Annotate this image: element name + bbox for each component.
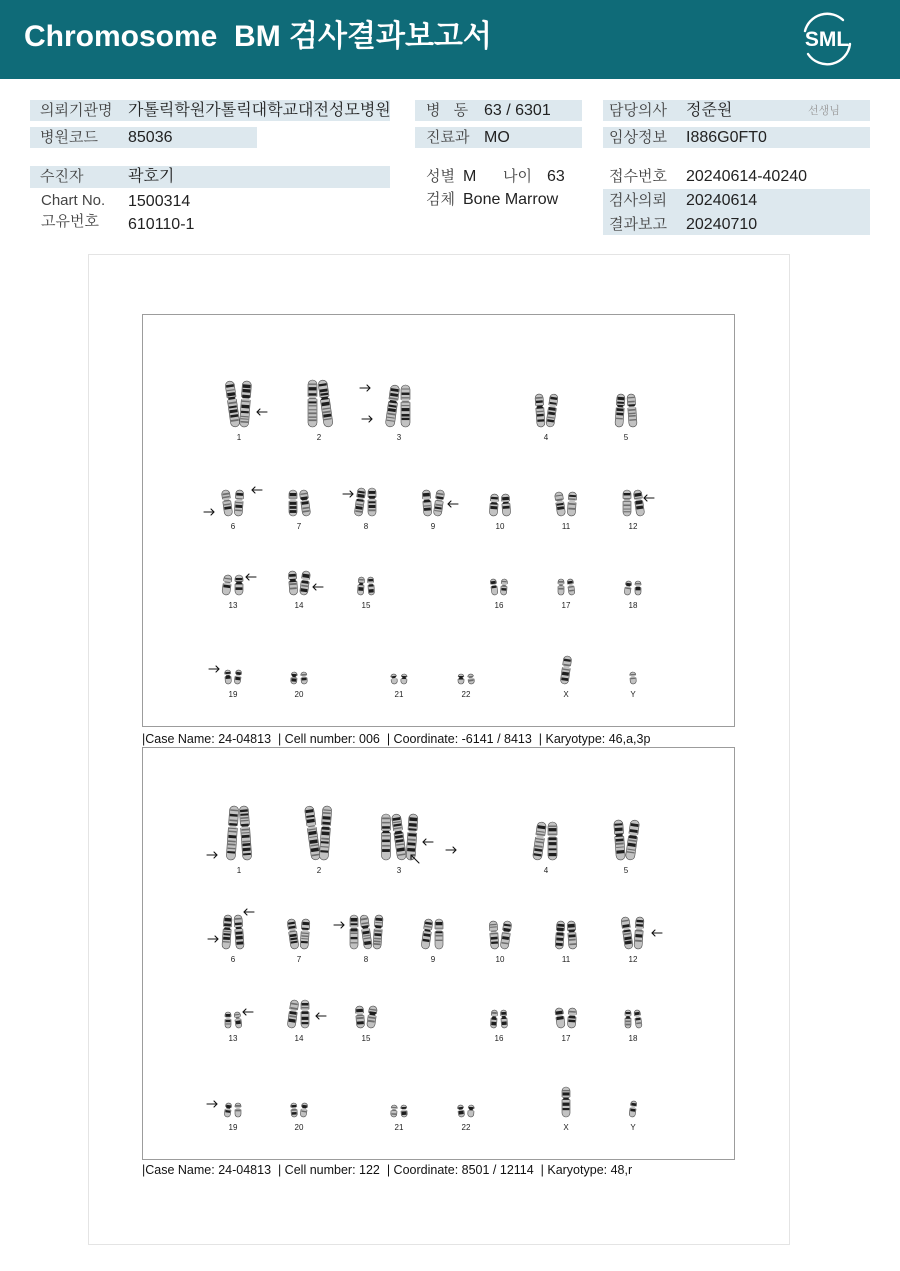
chromosome-19-copy-1 xyxy=(224,670,232,684)
chromosome-20-copy-1 xyxy=(290,672,298,684)
chromosome-14-copy-1 xyxy=(288,571,299,596)
chromosome-label-2: 2 xyxy=(316,433,322,442)
chromosome-17-copy-1 xyxy=(557,579,564,595)
chromosome-4-copy-1 xyxy=(534,394,545,428)
chromosome-Y-copy-1 xyxy=(629,672,637,684)
chromosome-21-copy-2 xyxy=(400,674,408,684)
chromosome-12-copy-2 xyxy=(633,917,644,950)
chromosome-5-copy-2 xyxy=(625,819,641,860)
chromosome-label-8: 8 xyxy=(363,955,369,964)
doctor-suffix: 선생님 xyxy=(808,105,840,117)
chromosome-5-copy-2 xyxy=(626,394,637,428)
patient-value: 곽호기 xyxy=(128,168,175,185)
ward-value: 63 / 6301 xyxy=(484,102,551,119)
chromosome-label-14: 14 xyxy=(294,601,304,610)
clinical-info-label: 임상정보 xyxy=(609,129,667,146)
chromosome-label-7: 7 xyxy=(296,522,302,531)
report-header xyxy=(0,0,900,79)
chromosome-18-copy-2 xyxy=(633,1010,643,1029)
chromosome-label-16: 16 xyxy=(494,1034,504,1043)
chromosome-17-copy-1 xyxy=(554,1007,566,1028)
chromosome-label-18: 18 xyxy=(628,1034,638,1043)
chromosome-label-13: 13 xyxy=(228,601,238,610)
left-arrow-icon xyxy=(316,1013,326,1019)
chromosome-15-copy-1 xyxy=(357,577,365,595)
right-arrow-icon xyxy=(446,847,456,853)
chromosome-label-17: 17 xyxy=(561,1034,571,1043)
sml-logo-text: SML xyxy=(804,28,850,51)
chromosome-16-copy-2 xyxy=(500,1010,508,1028)
doctor-label: 담당의사 xyxy=(609,102,667,119)
chromosome-label-2: 2 xyxy=(316,866,322,875)
chromosome-X-copy-1 xyxy=(561,1087,570,1117)
chromosome-label-22: 22 xyxy=(461,1123,471,1132)
chromosome-11-copy-1 xyxy=(554,491,566,516)
chromosome-label-15: 15 xyxy=(361,1034,371,1043)
chromosome-6-copy-1 xyxy=(221,489,234,516)
chromosome-3-copy-2 xyxy=(391,814,408,861)
chromosome-7-copy-2 xyxy=(299,489,312,516)
right-arrow-icon xyxy=(343,491,353,497)
chromosome-22-copy-1 xyxy=(457,1105,466,1118)
chromosome-label-X: X xyxy=(563,1123,569,1132)
chromosome-label-4: 4 xyxy=(543,866,549,875)
chromosome-1-copy-1 xyxy=(224,381,241,428)
clinical-info-value: I886G0FT0 xyxy=(686,129,767,146)
chromosome-9-copy-2 xyxy=(433,489,446,516)
chromosome-18-copy-2 xyxy=(634,581,641,595)
chromosome-21-copy-2 xyxy=(400,1105,408,1117)
right-arrow-icon xyxy=(208,936,218,942)
chromosome-label-12: 12 xyxy=(628,955,638,964)
chromosome-14-copy-2 xyxy=(300,1000,309,1028)
chromosome-label-16: 16 xyxy=(494,601,504,610)
chromosome-15-copy-2 xyxy=(367,577,375,595)
chromosome-label-1: 1 xyxy=(236,433,242,442)
chromosome-16-copy-1 xyxy=(489,579,498,596)
chromosome-12-copy-2 xyxy=(633,489,646,516)
sml-logo-mark xyxy=(797,11,857,67)
chromosome-label-13: 13 xyxy=(228,1034,238,1043)
chromosome-22-copy-2 xyxy=(467,1105,475,1117)
chromosome-7-copy-1 xyxy=(288,490,297,516)
chromosome-14-copy-2 xyxy=(299,570,311,595)
chromosome-19-copy-2 xyxy=(233,670,242,685)
karyogram-2 xyxy=(142,747,735,1160)
sml-logo xyxy=(797,11,857,67)
chart-no-value: 1500314 xyxy=(128,193,191,210)
chromosome-5-copy-1 xyxy=(613,820,626,861)
chromosome-label-19: 19 xyxy=(228,690,238,699)
chromosome-1-copy-1 xyxy=(226,806,240,861)
chromosome-18-copy-1 xyxy=(623,581,632,596)
chromosome-label-19: 19 xyxy=(228,1123,238,1132)
chromosome-label-3: 3 xyxy=(396,866,402,875)
report-title: Chromosome BM 검사결과보고서 xyxy=(24,20,492,53)
chromosome-20-copy-2 xyxy=(300,672,308,684)
chromosome-19-copy-2 xyxy=(234,1103,241,1117)
age-label: 나이 xyxy=(503,168,532,185)
chromosome-6-copy-2 xyxy=(234,490,245,517)
chromosome-label-15: 15 xyxy=(361,601,371,610)
right-arrow-icon xyxy=(362,416,372,422)
left-arrow-icon xyxy=(243,1009,253,1015)
chromosome-9-copy-1 xyxy=(422,490,433,517)
department-label: 진료과 xyxy=(426,129,470,146)
patient-label: 수진자 xyxy=(40,168,84,185)
chromosome-12-copy-1 xyxy=(620,917,634,950)
right-arrow-icon xyxy=(207,1101,217,1107)
left-arrow-icon xyxy=(246,574,256,580)
institution-value: 가톨릭학원가톨릭대학교대전성모병원 xyxy=(128,102,391,119)
chromosome-label-5: 5 xyxy=(623,433,629,442)
chromosome-14-copy-1 xyxy=(286,999,299,1028)
ward-label: 병 동 xyxy=(426,102,469,119)
left-arrow-icon xyxy=(252,487,262,493)
chromosome-label-11: 11 xyxy=(561,955,571,964)
left-arrow-icon xyxy=(244,909,254,915)
right-arrow-icon xyxy=(360,385,370,391)
chromosome-label-7: 7 xyxy=(296,955,302,964)
karyogram-2-caption: |Case Name: 24-04813 | Cell number: 122 | Coordinate: 8501 / 12114 | Karyotype: 48,r xyxy=(142,1163,633,1177)
chromosome-label-21: 21 xyxy=(394,1123,404,1132)
chromosome-7-copy-1 xyxy=(286,919,299,950)
chromosome-10-copy-2 xyxy=(499,920,512,949)
chromosome-18-copy-1 xyxy=(624,1010,631,1028)
hospital-code-value: 85036 xyxy=(128,129,173,146)
chromosome-X-copy-1 xyxy=(559,655,572,684)
receipt-no-value: 20240614-40240 xyxy=(686,168,808,185)
chromosome-7-copy-2 xyxy=(299,919,310,950)
sex-value: M xyxy=(463,168,477,185)
department-value: MO xyxy=(484,129,510,146)
chromosome-4-copy-1 xyxy=(532,821,547,860)
patient-row xyxy=(30,166,390,188)
unique-no-label: 고유번호 xyxy=(41,213,99,230)
chromosome-8-copy-1 xyxy=(349,915,358,949)
chromosome-21-copy-1 xyxy=(390,1105,398,1117)
right-arrow-icon xyxy=(207,852,217,858)
chromosome-2-copy-1 xyxy=(307,380,317,427)
chromosome-label-3: 3 xyxy=(396,433,402,442)
left-arrow-icon xyxy=(644,495,654,501)
chromosome-label-6: 6 xyxy=(230,955,236,964)
chromosome-label-4: 4 xyxy=(543,433,549,442)
chromosome-22-copy-1 xyxy=(457,674,464,684)
chromosome-20-copy-1 xyxy=(290,1103,298,1117)
chromosome-label-20: 20 xyxy=(294,1123,304,1132)
chromosome-3-copy-3 xyxy=(405,814,418,861)
chromosome-2-copy-2 xyxy=(319,806,333,861)
chromosome-17-copy-2 xyxy=(567,1008,578,1029)
hospital-code-label: 병원코드 xyxy=(40,129,98,146)
chromosome-22-copy-2 xyxy=(467,674,476,685)
unique-no-value: 610110-1 xyxy=(128,216,195,233)
report-date-value: 20240710 xyxy=(686,216,758,233)
chromosome-3-copy-1 xyxy=(381,814,391,860)
chromosome-label-9: 9 xyxy=(430,955,436,964)
left-arrow-icon xyxy=(448,501,458,507)
chromosome-label-9: 9 xyxy=(430,522,436,531)
sex-label: 성별 xyxy=(426,168,455,185)
chromosome-label-6: 6 xyxy=(230,522,236,531)
chromosome-15-copy-1 xyxy=(355,1006,366,1029)
chromosome-9-copy-1 xyxy=(420,919,433,950)
chromosome-20-copy-2 xyxy=(299,1103,308,1118)
chromosome-16-copy-2 xyxy=(500,579,508,595)
chromosome-8-copy-1 xyxy=(353,487,366,516)
chromosome-9-copy-2 xyxy=(434,919,443,949)
chromosome-Y-copy-1 xyxy=(628,1101,637,1118)
chromosome-11-copy-2 xyxy=(567,492,578,517)
chromosome-16-copy-1 xyxy=(490,1010,498,1028)
chromosome-12-copy-1 xyxy=(622,490,631,516)
karyogram-1-image xyxy=(143,315,734,726)
chromosome-label-12: 12 xyxy=(628,522,638,531)
karyogram-1 xyxy=(142,314,735,727)
chromosome-13-copy-1 xyxy=(224,1012,231,1028)
chromosome-label-20: 20 xyxy=(294,690,304,699)
right-arrow-icon xyxy=(334,922,344,928)
chromosome-15-copy-2 xyxy=(366,1005,378,1028)
chromosome-label-X: X xyxy=(563,690,569,699)
request-date-value: 20240614 xyxy=(686,192,758,209)
chromosome-10-copy-2 xyxy=(501,494,512,517)
chromosome-label-14: 14 xyxy=(294,1034,304,1043)
chromosome-2-copy-1 xyxy=(304,806,322,861)
chromosome-label-11: 11 xyxy=(561,522,571,531)
right-arrow-icon xyxy=(209,666,219,672)
chromosome-label-21: 21 xyxy=(394,690,404,699)
specimen-label: 검체 xyxy=(426,191,455,208)
chromosome-13-copy-2 xyxy=(233,1012,242,1029)
chromosome-11-copy-1 xyxy=(554,921,565,950)
left-arrow-icon xyxy=(423,839,433,845)
left-arrow-icon xyxy=(257,409,267,415)
chromosome-21-copy-1 xyxy=(390,674,399,685)
chromosome-label-1: 1 xyxy=(236,866,242,875)
chromosome-label-17: 17 xyxy=(561,601,571,610)
chromosome-8-copy-3 xyxy=(372,915,384,950)
chromosome-6-copy-2 xyxy=(233,915,245,950)
chromosome-5-copy-1 xyxy=(614,394,625,428)
institution-label: 의뢰기관명 xyxy=(40,102,113,119)
chromosome-8-copy-2 xyxy=(367,488,376,516)
chromosome-3-copy-2 xyxy=(400,385,410,427)
request-date-label: 검사의뢰 xyxy=(609,192,667,209)
report-date-label: 결과보고 xyxy=(609,216,667,233)
left-arrow-icon xyxy=(313,584,323,590)
left-arrow-icon xyxy=(652,930,662,936)
chromosome-13-copy-2 xyxy=(234,575,243,595)
chromosome-label-10: 10 xyxy=(495,955,505,964)
chromosome-label-18: 18 xyxy=(628,601,638,610)
chromosome-19-copy-1 xyxy=(223,1103,232,1118)
chromosome-1-copy-2 xyxy=(239,806,253,861)
chart-no-label: Chart No. xyxy=(41,192,106,209)
specimen-value: Bone Marrow xyxy=(463,191,559,208)
chromosome-17-copy-2 xyxy=(566,579,575,596)
karyogram-2-image xyxy=(143,748,734,1159)
chromosome-1-copy-2 xyxy=(239,381,252,428)
chromosome-4-copy-2 xyxy=(545,394,559,428)
chromosome-13-copy-1 xyxy=(221,574,233,595)
chromosome-label-22: 22 xyxy=(461,690,471,699)
age-value: 63 xyxy=(547,168,565,185)
chromosome-8-copy-2 xyxy=(359,915,373,950)
chromosome-3-copy-1 xyxy=(385,384,401,427)
receipt-no-label: 접수번호 xyxy=(609,168,667,185)
chromosome-6-copy-1 xyxy=(221,915,233,950)
chromosome-label-8: 8 xyxy=(363,522,369,531)
chromosome-10-copy-1 xyxy=(488,921,499,950)
chromosome-label-5: 5 xyxy=(623,866,629,875)
chromosome-4-copy-2 xyxy=(547,822,557,860)
right-arrow-icon xyxy=(204,509,214,515)
chromosome-label-10: 10 xyxy=(495,522,505,531)
chromosome-10-copy-1 xyxy=(489,494,500,517)
chromosome-2-copy-2 xyxy=(317,380,334,428)
chromosome-11-copy-2 xyxy=(566,921,577,950)
doctor-value: 정준원 xyxy=(686,102,733,119)
karyogram-1-caption: |Case Name: 24-04813 | Cell number: 006 | Coordinate: -6141 / 8413 | Karyotype: 46,a,3p xyxy=(142,732,651,746)
chromosome-label-Y: Y xyxy=(630,690,636,699)
chromosome-label-Y: Y xyxy=(630,1123,636,1132)
